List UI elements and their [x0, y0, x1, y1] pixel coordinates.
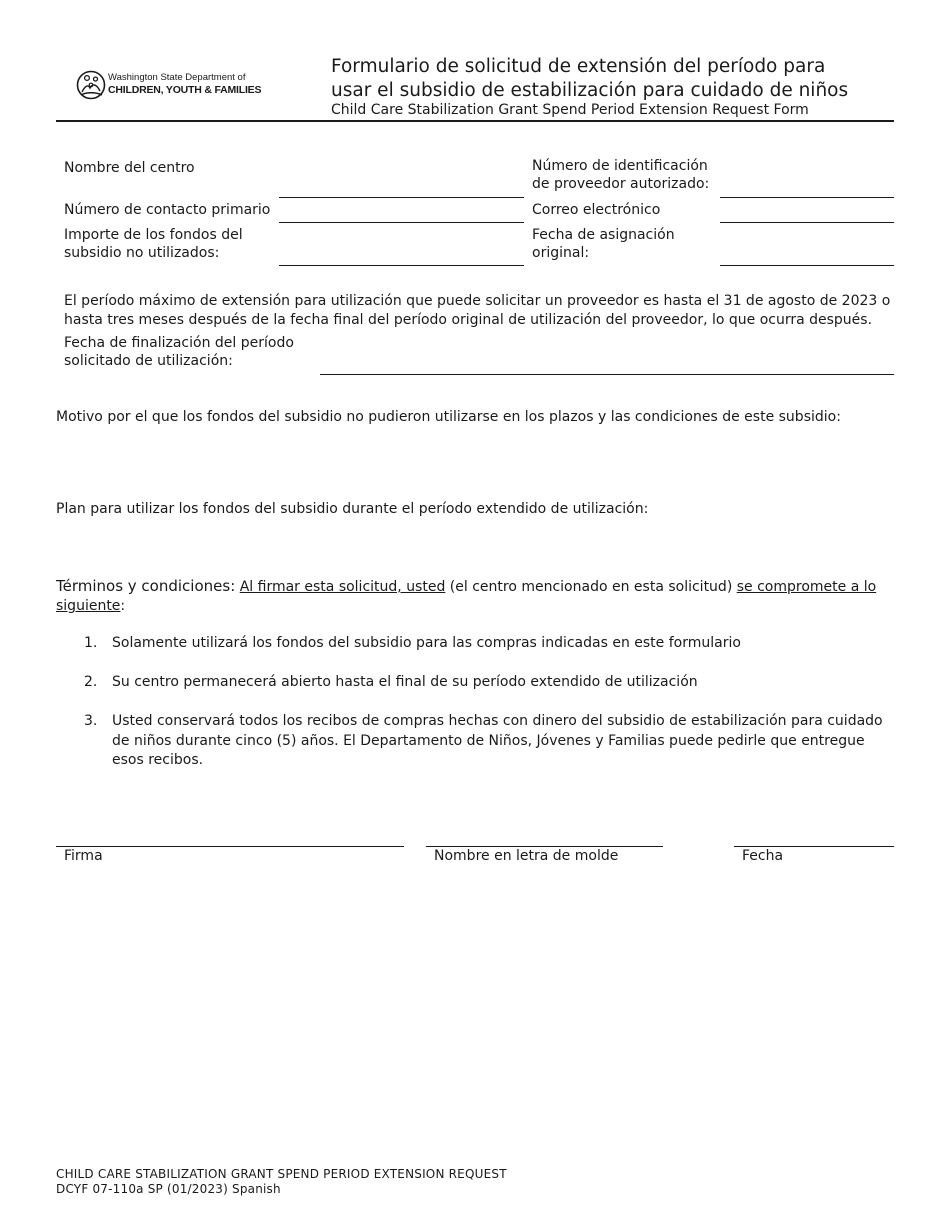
title-line1: Formulario de solicitud de extensión del período para	[331, 56, 826, 77]
unused-funds-label-line2: subsidio no utilizados:	[64, 245, 220, 261]
end-date-label-line2: solicitado de utilización:	[64, 353, 233, 369]
center-name-field[interactable]	[279, 197, 524, 198]
provider-id-label-line2: de proveedor autorizado:	[532, 176, 710, 192]
term-2-number: 2.	[84, 674, 98, 690]
term-1-number: 1.	[84, 635, 98, 651]
extension-info-text: El período máximo de extensión para utilización que puede solicitar un proveedor es hasta el 31 de agosto de 2023 o hasta tres meses después de la fecha final del período original de utilización del proveedor, lo que ocurra después.	[64, 293, 891, 328]
provider-id-field[interactable]	[720, 197, 894, 198]
date-label: Fecha	[742, 848, 784, 864]
provider-id-label-line1: Número de identificación	[532, 158, 708, 174]
logo-text-line1: Washington State Department of	[108, 72, 246, 83]
term-3-text: Usted conservará todos los recibos de compras hechas con dinero del subsidio de estabilización para cuidado de niños durante cinco (5) años. El Departamento de Niños, Jóvenes y Familias puede pedirle que entregue esos recibos.	[112, 713, 883, 768]
terms-part2: (el centro mencionado en esta solicitud)	[449, 579, 733, 595]
terms-colon: :	[120, 598, 126, 614]
end-date-label-line1: Fecha de finalización del período	[64, 335, 294, 351]
reason-question: Motivo por el que los fondos del subsidio no pudieron utilizarse en los plazos y las condiciones de este subsidio:	[56, 409, 841, 425]
plan-question: Plan para utilizar los fondos del subsidio durante el período extendido de utilización:	[56, 501, 649, 517]
email-field[interactable]	[720, 222, 894, 223]
signature-label: Firma	[64, 848, 103, 864]
term-3-number: 3.	[84, 713, 98, 729]
terms-part1: Al firmar esta solicitud, usted	[239, 579, 446, 595]
footer-form-name: CHILD CARE STABILIZATION GRANT SPEND PERIOD EXTENSION REQUEST	[56, 1167, 507, 1181]
provider-id-label	[532, 157, 709, 193]
logo-text-line2: CHILDREN, YOUTH & FAMILIES	[108, 84, 262, 96]
form-title-spanish	[331, 55, 891, 103]
center-name-label: Nombre del centro	[64, 160, 195, 176]
unused-funds-label-line1: Importe de los fondos del	[64, 227, 243, 243]
end-date-label	[64, 334, 294, 370]
title-line2: usar el subsidio de estabilización para cuidado de niños	[331, 80, 849, 101]
award-date-label	[532, 226, 675, 262]
unused-funds-field[interactable]	[279, 265, 524, 266]
header-divider	[56, 120, 894, 122]
signature-field[interactable]	[56, 846, 404, 847]
email-label: Correo electrónico	[532, 202, 661, 218]
primary-contact-label: Número de contacto primario	[64, 202, 271, 218]
award-date-label-line2: original:	[532, 245, 590, 261]
award-date-field[interactable]	[720, 265, 894, 266]
footer-form-number: DCYF 07-110a SP (01/2023) Spanish	[56, 1182, 281, 1196]
form-title-english: Child Care Stabilization Grant Spend Period Extension Request Form	[331, 102, 809, 118]
term-2-text: Su centro permanecerá abierto hasta el final de su período extendido de utilización	[112, 674, 698, 690]
unused-funds-label	[64, 226, 243, 262]
award-date-label-line1: Fecha de asignación	[532, 227, 675, 243]
terms-intro	[56, 577, 896, 616]
dcyf-logo	[76, 68, 261, 102]
terms-part3: se compromete a lo siguiente	[56, 579, 877, 614]
end-date-field[interactable]	[320, 374, 894, 375]
term-1-text: Solamente utilizará los fondos del subsidio para las compras indicadas en este formulario	[112, 635, 741, 651]
family-icon	[76, 68, 106, 100]
primary-contact-field[interactable]	[279, 222, 524, 223]
printed-name-label: Nombre en letra de molde	[434, 848, 619, 864]
terms-title: Términos y condiciones:	[56, 577, 236, 595]
